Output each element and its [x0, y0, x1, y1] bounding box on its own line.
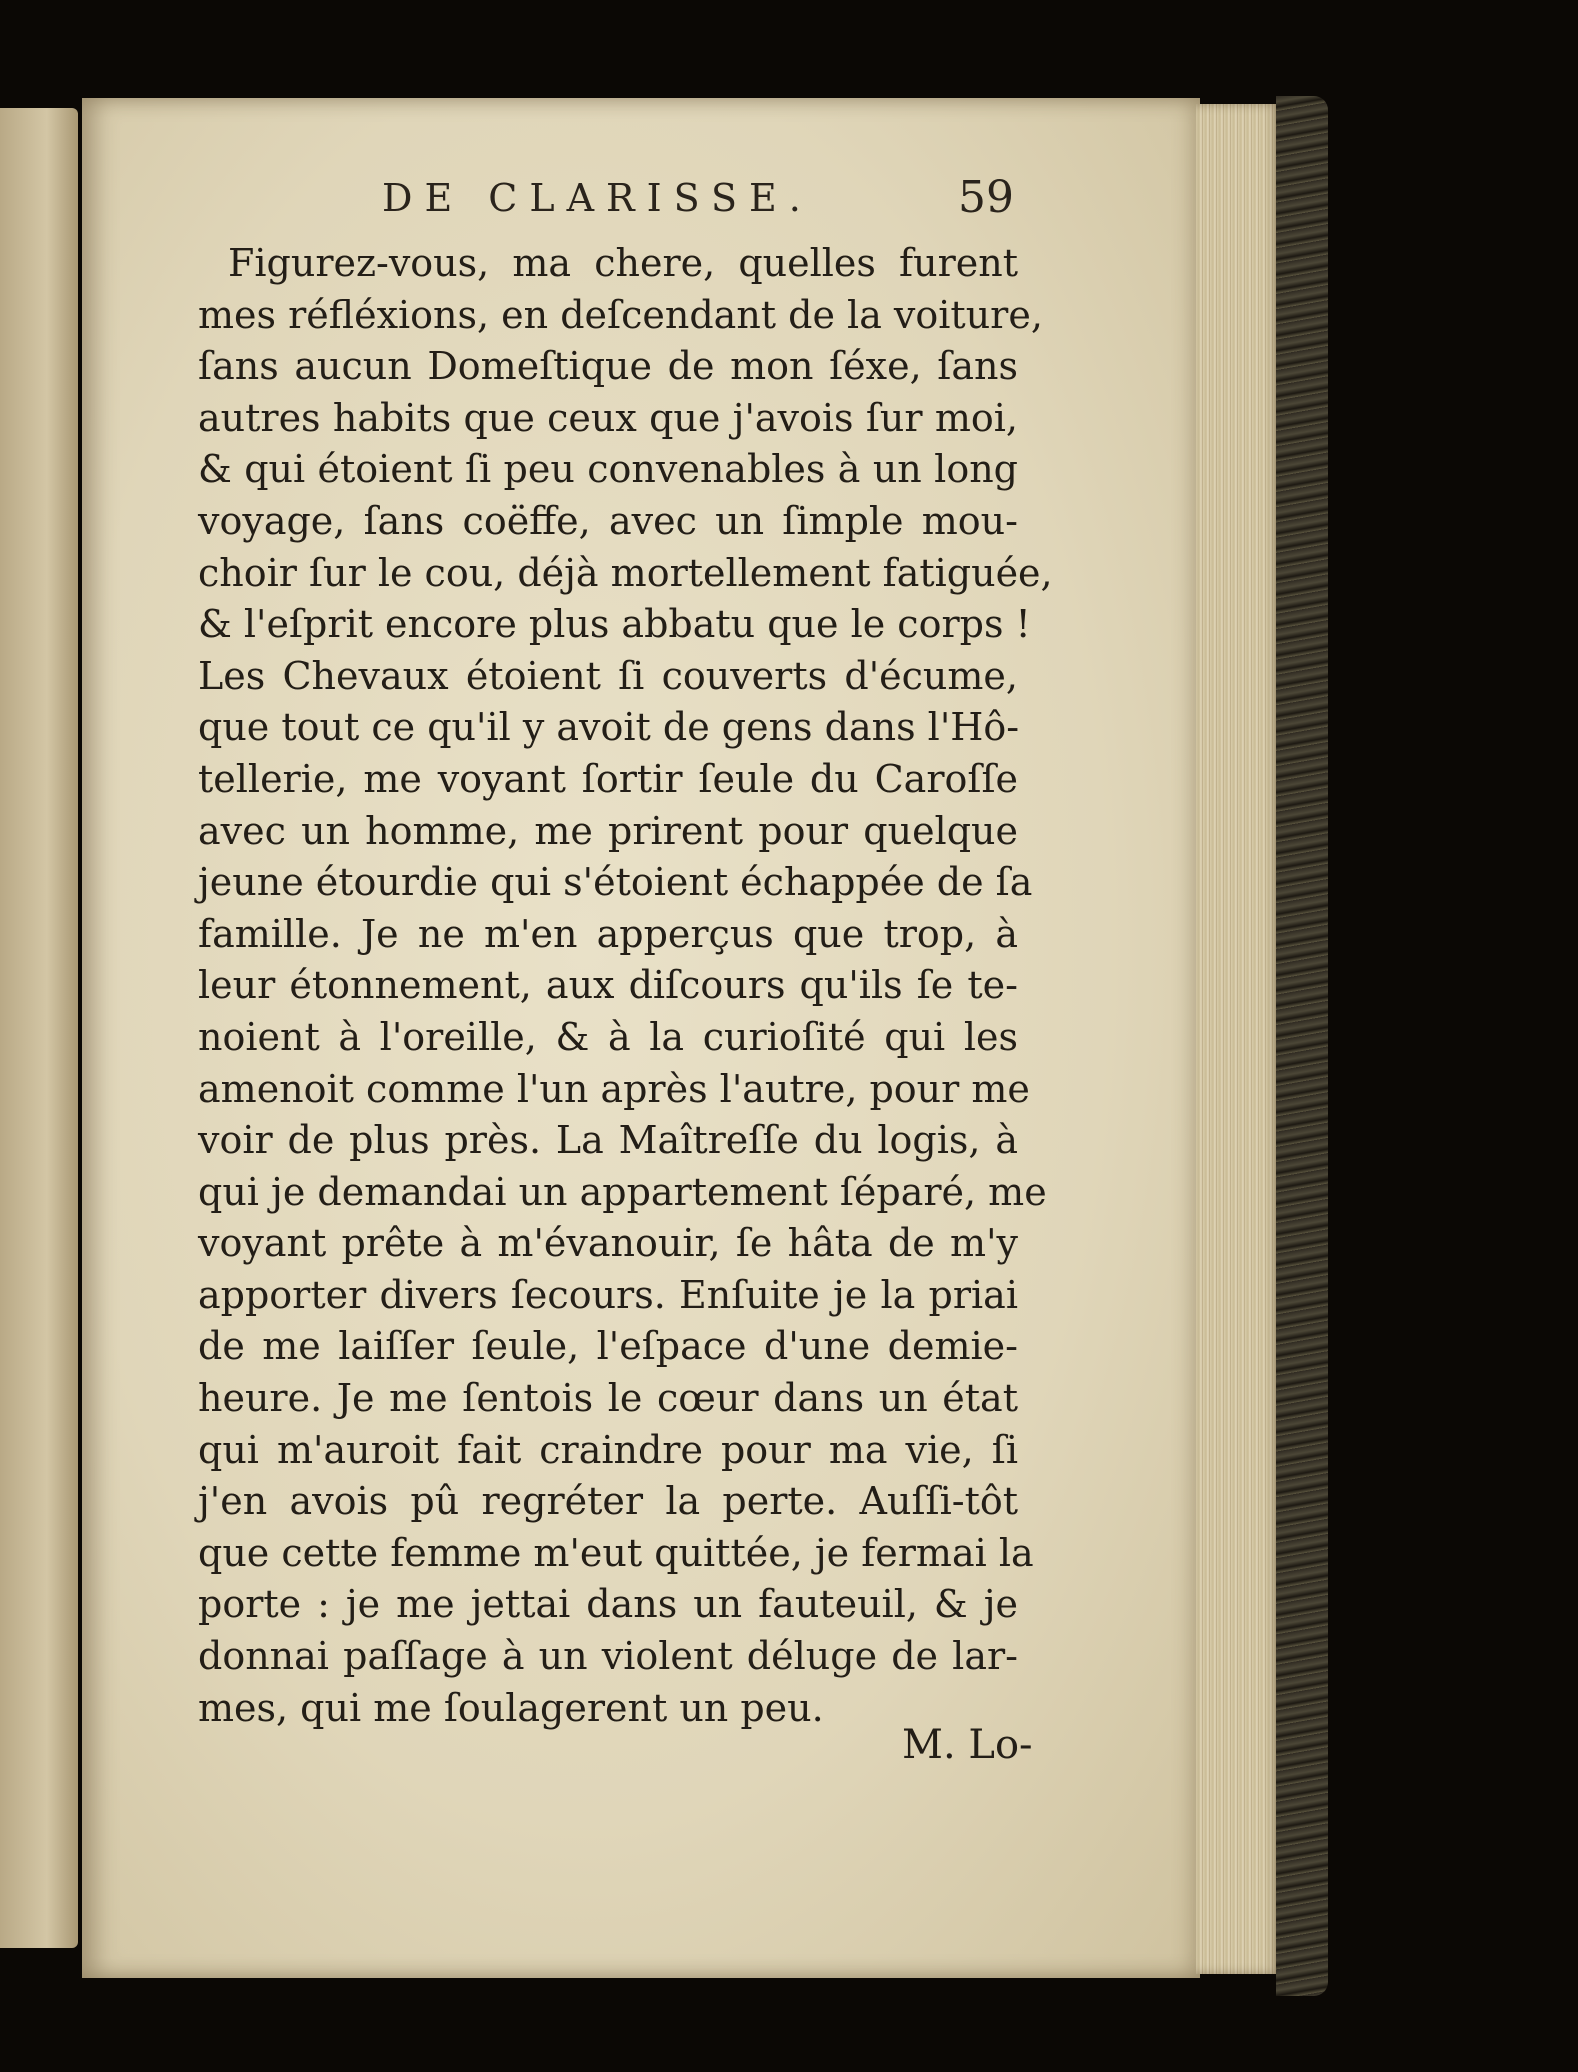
text-line: qui je demandai un appartement ſéparé, me: [198, 1169, 1047, 1214]
text-line: j'en avois pû regréter la perte. Auſſi-tôt: [198, 1479, 1018, 1524]
text-line: noient à l'oreille, & à la curioſité qui les: [198, 1014, 1018, 1059]
text-line: & qui étoient ſi peu convenables à un long: [198, 447, 1018, 492]
page-edges: [1196, 104, 1280, 1974]
body-text: [198, 238, 1053, 1734]
text-line: jeune étourdie qui s'étoient échappée de ſa: [198, 860, 1033, 905]
facing-page-edge: [0, 108, 78, 1948]
text-line: tellerie, me voyant ſortir ſeule du Caroſſe: [198, 756, 1018, 801]
text-line: Les Chevaux étoient ſi couverts d'écume,: [198, 653, 1018, 698]
page-number: 59: [958, 172, 1014, 223]
catchword: M. Lo-: [902, 1722, 1033, 1768]
text-line: porte : je me jettai dans un fauteuil, & je: [198, 1582, 1018, 1627]
text-line: de me laiſſer ſeule, l'eſpace d'une demie-: [198, 1324, 1018, 1369]
text-line: que tout ce qu'il y avoit de gens dans l'Hô-: [198, 705, 1020, 750]
text-line: mes réfléxions, en deſcendant de la voiture,: [198, 292, 1043, 337]
text-line: amenoit comme l'un après l'autre, pour me: [198, 1066, 1030, 1111]
text-line: voyage, ſans coëffe, avec un ſimple mou-: [198, 498, 1018, 543]
text-line: mes, qui me ſoulagerent un peu.: [198, 1685, 824, 1730]
text-line: que cette femme m'eut quittée, je fermai la: [198, 1530, 1034, 1575]
text-line: qui m'auroit fait craindre pour ma vie, ſi: [198, 1427, 1018, 1472]
page-header: [0, 172, 1578, 236]
text-line: famille. Je ne m'en apperçus que trop, à: [198, 911, 1018, 956]
text-line: Figurez-vous, ma chere, quelles furent: [228, 241, 1018, 285]
text-line: leur étonnement, aux diſcours qu'ils ſe te-: [198, 963, 1018, 1008]
text-line: apporter divers ſecours. Enſuite je la priai: [198, 1272, 1018, 1317]
text-line: ſans aucun Domeſtique de mon ſéxe, ſans: [198, 344, 1018, 389]
text-line: autres habits que ceux que j'avois ſur moi,: [198, 395, 1018, 440]
text-line: avec un homme, me prirent pour quelque: [198, 808, 1018, 853]
text-line: & l'eſprit encore plus abbatu que le corps !: [198, 602, 1031, 647]
running-head: DE CLARISSE.: [382, 176, 813, 220]
text-line: heure. Je me ſentois le cœur dans un état: [198, 1376, 1018, 1421]
book-cover: [1276, 96, 1328, 1996]
text-line: voyant prête à m'évanouir, ſe hâta de m'y: [198, 1221, 1018, 1266]
text-line: donnai paſſage à un violent déluge de lar-: [198, 1634, 1018, 1679]
text-line: voir de plus près. La Maîtreſſe du logis, à: [198, 1118, 1018, 1163]
text-line: choir ſur le cou, déjà mortellement fatiguée,: [198, 550, 1053, 595]
